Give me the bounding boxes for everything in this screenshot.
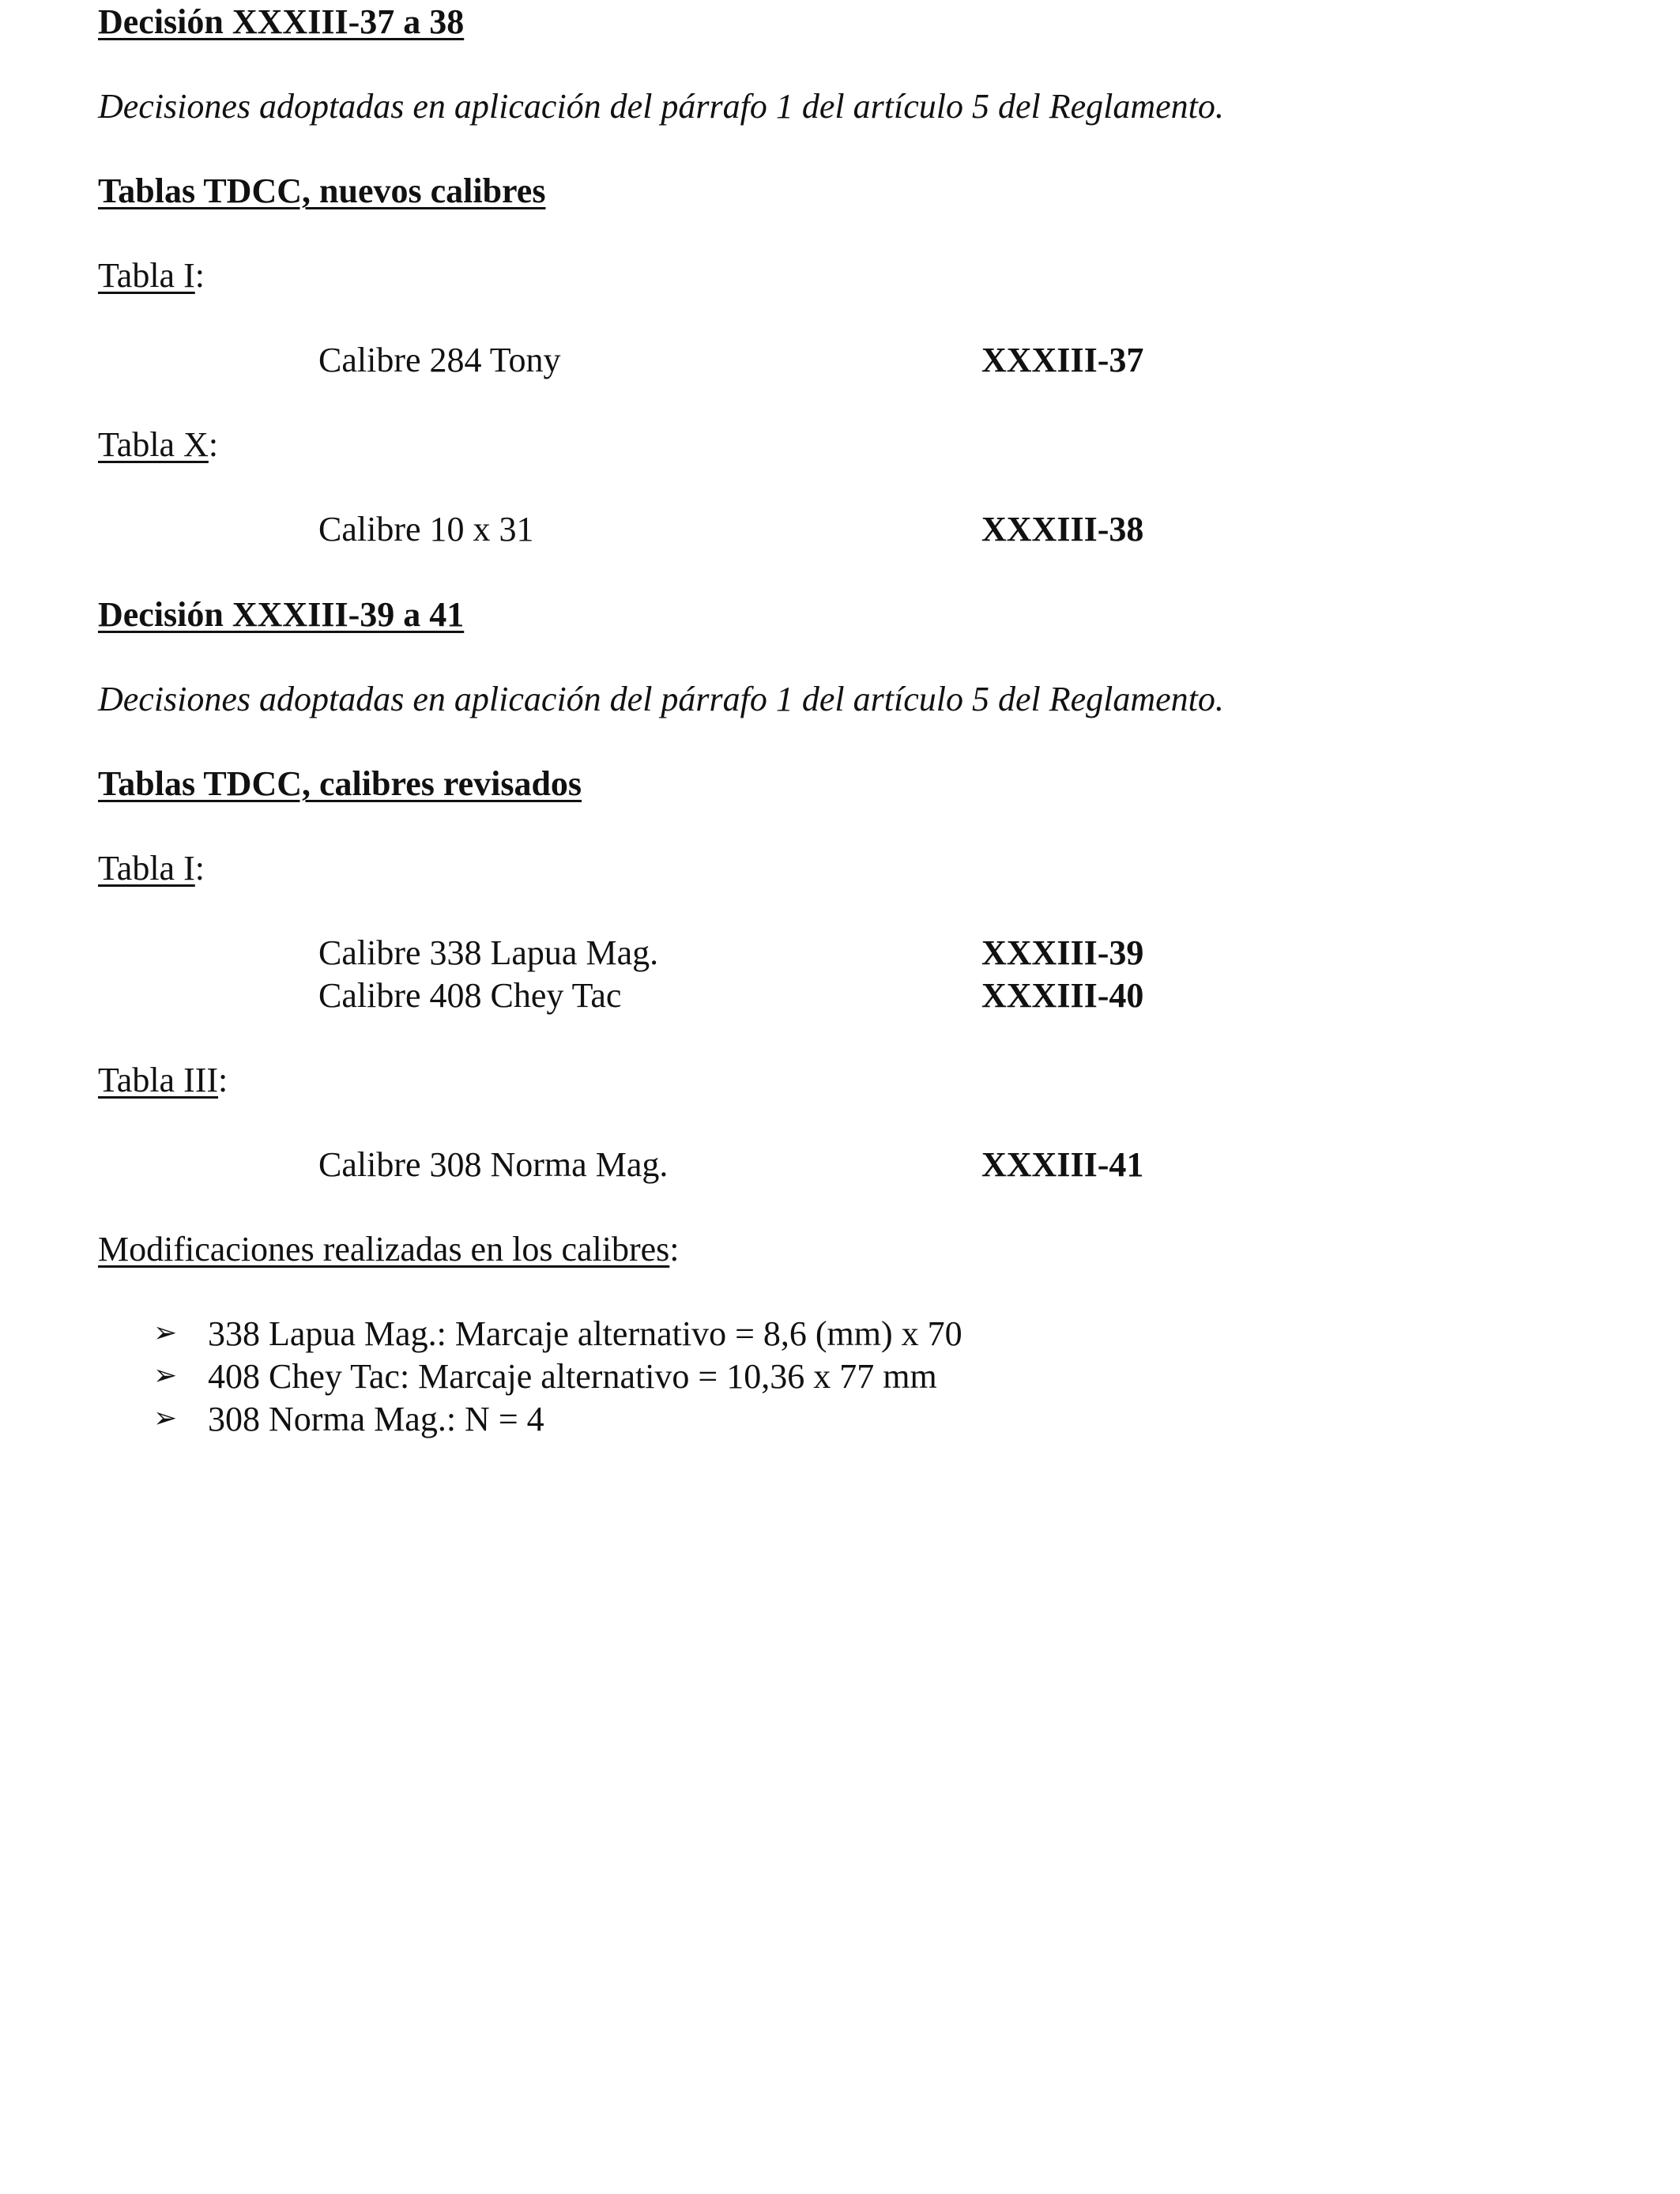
calibre-row-338-lapua: Calibre 338 Lapua Mag. <box>318 933 659 972</box>
modification-item: 308 Norma Mag.: N = 4 <box>208 1400 544 1438</box>
colon: : <box>669 1230 680 1269</box>
section2-heading: Decisión XXXIII-39 a 41 <box>98 595 465 634</box>
colon: : <box>208 425 219 464</box>
colon: : <box>194 849 205 888</box>
table-label: Tabla III <box>98 1061 219 1099</box>
section2-subheading: Tablas TDCC, calibres revisados <box>98 764 582 803</box>
arrow-bullet-icon: ➢ <box>153 1402 178 1434</box>
calibre-row-10x31: Calibre 10 x 31 <box>318 510 534 548</box>
modifications-label <box>98 1232 679 1267</box>
modification-item: 338 Lapua Mag.: Marcaje alternativo = 8,6 (mm) x 70 <box>208 1314 962 1353</box>
section1-heading: Decisión XXXIII-37 a 38 <box>98 2 465 41</box>
decision-code-xxxiii-37: XXXIII-37 <box>981 341 1144 379</box>
modifications-label-text: Modificaciones realizadas en los calibres <box>98 1230 670 1269</box>
calibre-row-284-tony: Calibre 284 Tony <box>318 341 561 379</box>
calibre-row-408-chey-tac: Calibre 408 Chey Tac <box>318 976 622 1015</box>
decision-code-xxxiii-41: XXXIII-41 <box>981 1145 1144 1184</box>
table-label: Tabla X <box>98 425 209 464</box>
section1-subheading: Tablas TDCC, nuevos calibres <box>98 172 546 210</box>
section1-table-1-label <box>98 258 205 293</box>
section1-table-2-label <box>98 425 219 464</box>
arrow-bullet-icon: ➢ <box>153 1359 178 1392</box>
arrow-bullet-icon: ➢ <box>153 1317 178 1349</box>
section1-intro: Decisiones adoptadas en aplicación del párrafo 1 del artículo 5 del Reglamento. <box>98 87 1224 126</box>
section2-table-1-label <box>98 851 205 886</box>
calibre-row-308-norma: Calibre 308 Norma Mag. <box>318 1145 669 1184</box>
section2-intro: Decisiones adoptadas en aplicación del párrafo 1 del artículo 5 del Reglamento. <box>98 680 1224 718</box>
table-label: Tabla I <box>98 256 195 295</box>
decision-code-xxxiii-39: XXXIII-39 <box>981 933 1144 972</box>
section2-table-2-label <box>98 1063 228 1098</box>
decision-code-xxxiii-40: XXXIII-40 <box>981 976 1144 1015</box>
decision-code-xxxiii-38: XXXIII-38 <box>981 510 1144 548</box>
colon: : <box>218 1061 228 1099</box>
table-label: Tabla I <box>98 849 195 888</box>
modification-item: 408 Chey Tac: Marcaje alternativo = 10,36 x 77 mm <box>208 1357 937 1396</box>
colon: : <box>194 256 205 295</box>
